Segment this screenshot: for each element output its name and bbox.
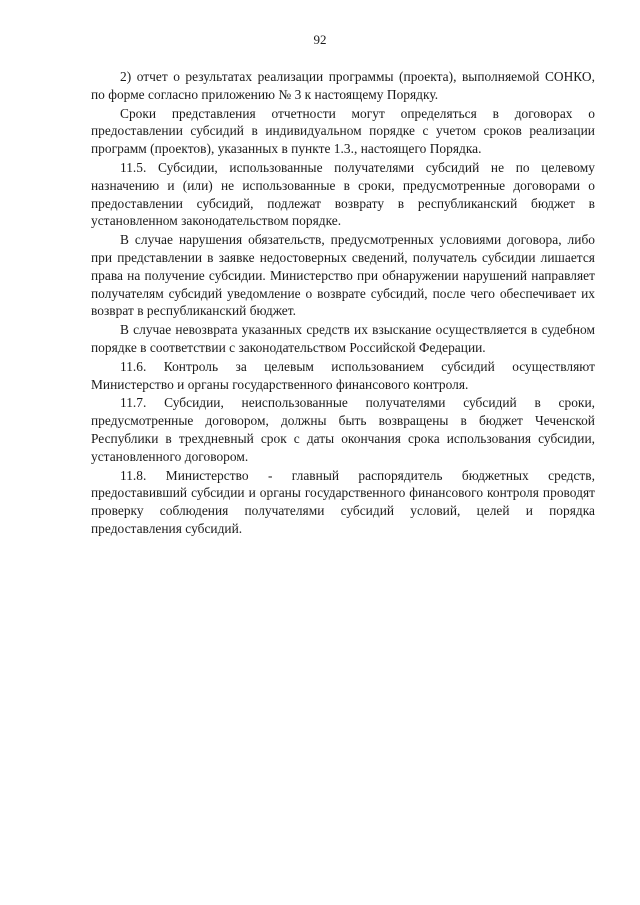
paragraph-non-return-recovery: В случае невозврата указанных средств их взыскание осуществляется в судебном порядке в соответствии с законодательством Российской Федерации. — [91, 322, 595, 355]
paragraph-violation-of-obligations: В случае нарушения обязательств, предусмотренных условиями договора, либо при представлении в заявке недостоверных сведений, получатель субсидии лишается права на получение субсидии. Министерство при обнаружении нарушений направляет получателям субсидий уведомление о возврате субсидий, после чего обеспечивает их возврат в республиканский бюджет. — [91, 232, 595, 319]
paragraph-11-8: 11.8. Министерство - главный распорядитель бюджетных средств, предоставивший субсидии и органы государственного финансового контроля проводят проверку соблюдения получателями субсидий условий, целей и порядка предоставления субсидий. — [91, 467, 595, 536]
paragraph-report-item-2: 2) отчет о результатах реализации программы (проекта), выполняемой СОНКО, по форме согласно приложению № 3 к настоящему Порядку. — [91, 69, 595, 102]
paragraph-11-7: 11.7. Субсидии, неиспользованные получателями субсидий в сроки, предусмотренные договором, должны быть возвращены в бюджет Чеченской Республики в трехдневный срок с даты окончания срока использования субсидии, установленного договором. — [91, 395, 595, 464]
paragraph-reporting-deadlines: Сроки представления отчетности могут определяться в договорах о предоставлении субсидий в индивидуальном порядке с учетом сроков реализации программ (проектов), указанных в пункте 1.3., настоящего Порядка. — [91, 105, 595, 157]
paragraph-11-5: 11.5. Субсидии, использованные получателями субсидий не по целевому назначению и (или) не использованные в сроки, предусмотренные договорами о предоставлении субсидий, подлежат возврату в республиканский бюджет в установленном законодательством порядке. — [91, 159, 595, 229]
document-body — [91, 68, 595, 539]
page-number: 92 — [313, 32, 327, 47]
paragraph-11-6: 11.6. Контроль за целевым использованием субсидий осуществляют Министерство и органы государственного финансового контроля. — [91, 358, 595, 392]
